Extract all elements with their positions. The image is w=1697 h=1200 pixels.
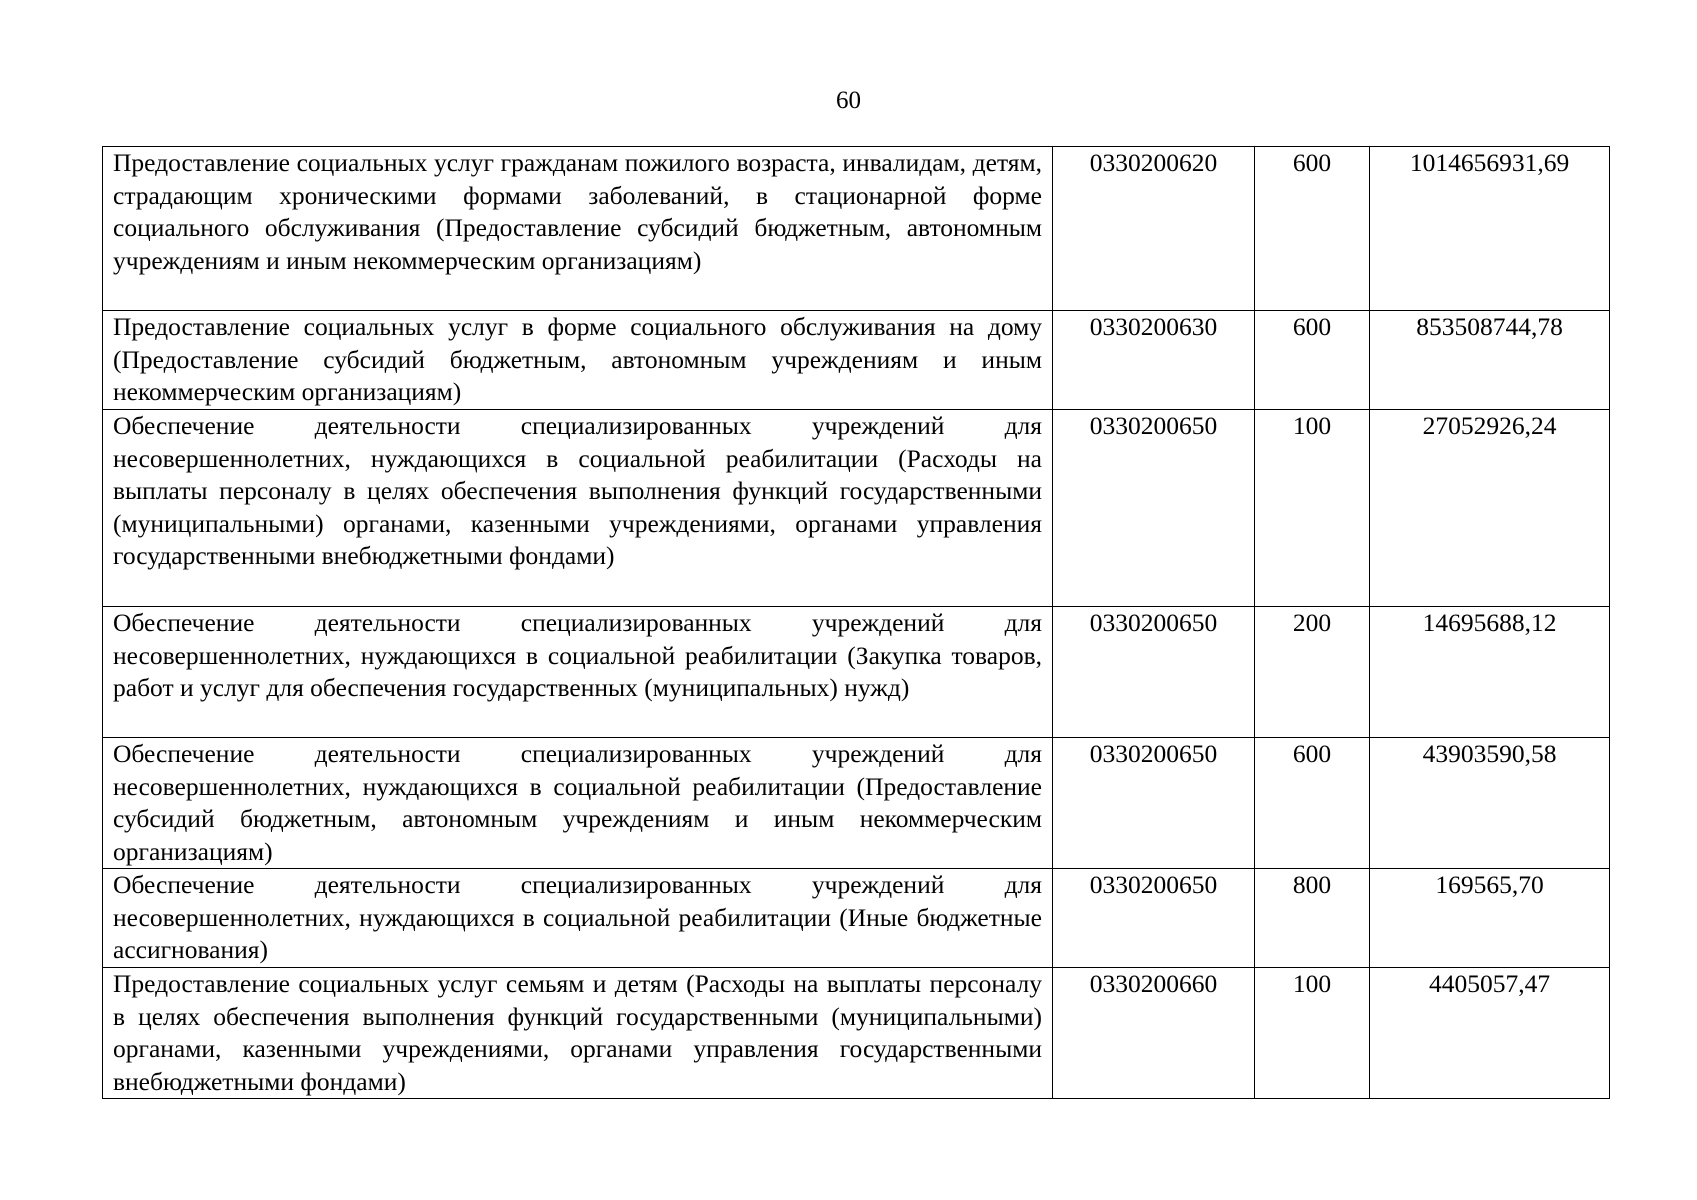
row-code: 0330200650 (1053, 607, 1255, 738)
row-type: 100 (1255, 410, 1370, 607)
row-description: Обеспечение деятельности специализированных учреждений для несовершеннолетних, нуждающихся в социальной реабилитации (Закупка товаров, работ и услуг для обеспечения государственных (муниципальных) нужд) (103, 607, 1053, 738)
row-description: Предоставление социальных услуг в форме социального обслуживания на дому (Предоставление субсидий бюджетным, автономным учреждениям и иным некоммерческим организациям) (103, 311, 1053, 410)
page-number: 60 (836, 87, 861, 114)
table-row (103, 311, 1610, 410)
table-row (103, 607, 1610, 738)
row-amount: 27052926,24 (1370, 410, 1610, 607)
row-description: Предоставление социальных услуг семьям и детям (Расходы на выплаты персоналу в целях обеспечения выполнения функций государственными (муниципальными) органами, казенными учреждениями, органами управления государственными внебюджетными фондами) (103, 968, 1053, 1099)
row-type: 800 (1255, 869, 1370, 968)
table-row (103, 410, 1610, 607)
row-amount: 43903590,58 (1370, 738, 1610, 869)
table-row (103, 738, 1610, 869)
row-description: Обеспечение деятельности специализированных учреждений для несовершеннолетних, нуждающихся в социальной реабилитации (Расходы на выплаты персоналу в целях обеспечения выполнения функций государственными (муниципальными) органами, казенными учреждениями, органами управления государственными внебюджетными фондами) (103, 410, 1053, 607)
row-type: 600 (1255, 311, 1370, 410)
row-code: 0330200660 (1053, 968, 1255, 1099)
row-code: 0330200650 (1053, 738, 1255, 869)
row-type: 600 (1255, 738, 1370, 869)
row-type: 100 (1255, 968, 1370, 1099)
row-amount: 169565,70 (1370, 869, 1610, 968)
row-type: 200 (1255, 607, 1370, 738)
row-amount: 853508744,78 (1370, 311, 1610, 410)
row-type: 600 (1255, 147, 1370, 311)
row-amount: 1014656931,69 (1370, 147, 1610, 311)
budget-table (102, 146, 1610, 1099)
table-row (103, 869, 1610, 968)
table-row (103, 147, 1610, 311)
row-code: 0330200620 (1053, 147, 1255, 311)
row-amount: 4405057,47 (1370, 968, 1610, 1099)
row-description: Обеспечение деятельности специализированных учреждений для несовершеннолетних, нуждающихся в социальной реабилитации (Иные бюджетные ассигнования) (103, 869, 1053, 968)
row-code: 0330200650 (1053, 410, 1255, 607)
row-code: 0330200630 (1053, 311, 1255, 410)
table-row (103, 968, 1610, 1099)
row-code: 0330200650 (1053, 869, 1255, 968)
row-amount: 14695688,12 (1370, 607, 1610, 738)
row-description: Обеспечение деятельности специализированных учреждений для несовершеннолетних, нуждающихся в социальной реабилитации (Предоставление субсидий бюджетным, автономным учреждениям и иным некоммерческим организациям) (103, 738, 1053, 869)
row-description: Предоставление социальных услуг гражданам пожилого возраста, инвалидам, детям, страдающим хроническими формами заболеваний, в стационарной форме социального обслуживания (Предоставление субсидий бюджетным, автономным учреждениям и иным некоммерческим организациям) (103, 147, 1053, 311)
